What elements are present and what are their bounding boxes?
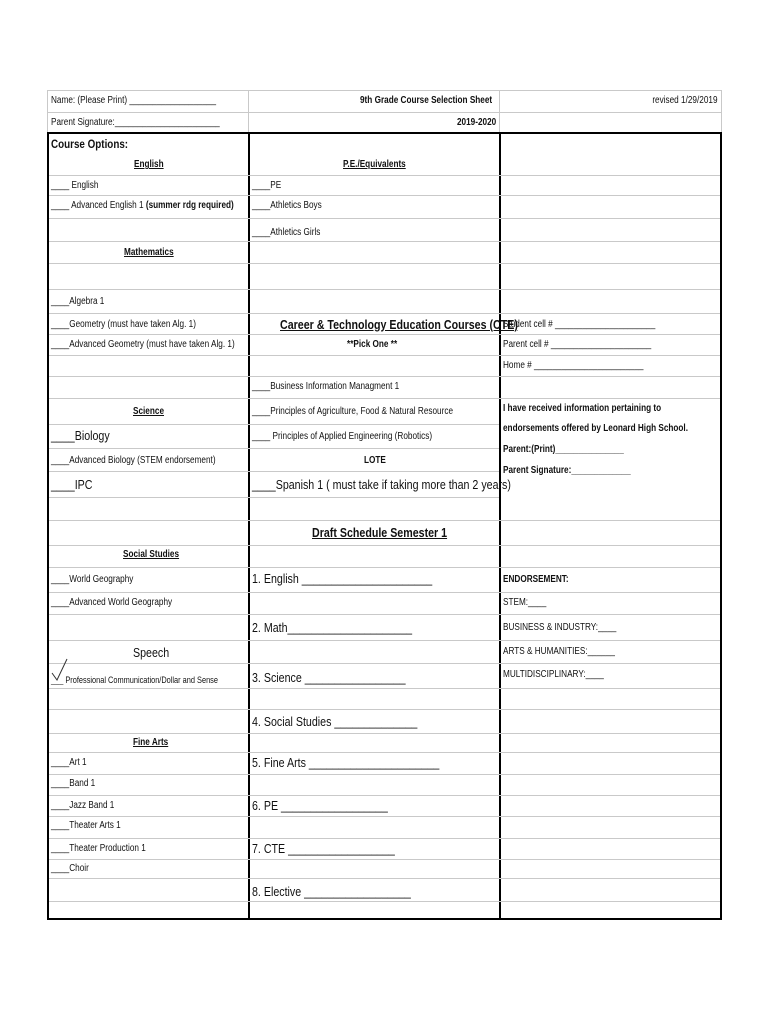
band-option[interactable]: ____Band 1: [51, 778, 96, 789]
endorsement-heading: ENDORSEMENT:: [503, 574, 569, 585]
cte-subheading: **Pick One **: [347, 339, 398, 350]
parent-signature-ack-field[interactable]: Parent Signature:_____________: [503, 465, 631, 476]
professional-communication-option[interactable]: ___ Professional Communication/Dollar and Sense: [51, 675, 218, 685]
draft-social-studies[interactable]: 4. Social Studies ______________: [252, 714, 418, 729]
name-field[interactable]: Name: (Please Print) ___________________: [51, 95, 217, 106]
acknowledgement-line2: endorsements offered by Leonard High School.: [503, 423, 688, 434]
draft-schedule-heading: Draft Schedule Semester 1: [312, 525, 448, 540]
student-cell-field[interactable]: Student cell # ______________________: [503, 319, 656, 330]
fine-arts-heading: Fine Arts: [133, 737, 169, 748]
ipc-option[interactable]: ____IPC: [51, 477, 93, 492]
choir-option[interactable]: ____Choir: [51, 863, 89, 874]
parent-signature-field[interactable]: Parent Signature:_______________________: [51, 117, 220, 128]
athletics-girls-option[interactable]: ____Athletics Girls: [252, 227, 321, 238]
geometry-option[interactable]: ____Geometry (must have taken Alg. 1): [51, 319, 196, 330]
endorsement-arts[interactable]: ARTS & HUMANITIES:______: [503, 646, 615, 657]
mathematics-heading: Mathematics: [124, 247, 174, 258]
course-options-title: Course Options:: [51, 137, 129, 151]
acknowledgement-line1: I have received information pertaining to: [503, 403, 662, 414]
business-info-option[interactable]: ____Business Information Managment 1: [252, 381, 400, 392]
pe-option[interactable]: ____PE: [252, 180, 282, 191]
advanced-english-option[interactable]: ____ Advanced English 1 (summer rdg required): [51, 200, 234, 211]
draft-math[interactable]: 2. Math_____________________: [252, 620, 413, 635]
engineering-option[interactable]: ____ Principles of Applied Engineering (Robotics): [252, 431, 433, 442]
school-year: 2019-2020: [457, 117, 497, 128]
pe-heading: P.E./Equivalents: [343, 159, 406, 170]
endorsement-stem[interactable]: STEM:____: [503, 597, 547, 608]
art-option[interactable]: ____Art 1: [51, 757, 87, 768]
social-studies-heading: Social Studies: [123, 549, 180, 560]
advanced-world-geography-option[interactable]: ____Advanced World Geography: [51, 597, 173, 608]
world-geography-option[interactable]: ____World Geography: [51, 574, 134, 585]
advanced-biology-option[interactable]: ____Advanced Biology (STEM endorsement): [51, 455, 216, 466]
draft-english[interactable]: 1. English ______________________: [252, 571, 433, 586]
cte-heading: Career & Technology Education Courses (CTE): [280, 317, 518, 332]
athletics-boys-option[interactable]: ____Athletics Boys: [252, 200, 322, 211]
draft-cte[interactable]: 7. CTE __________________: [252, 841, 395, 856]
biology-option[interactable]: ____Biology: [51, 428, 110, 443]
revised-date: revised 1/29/2019: [652, 95, 718, 106]
algebra-option[interactable]: ____Algebra 1: [51, 296, 105, 307]
parent-cell-field[interactable]: Parent cell # ______________________: [503, 339, 652, 350]
jazz-band-option[interactable]: ____Jazz Band 1: [51, 800, 115, 811]
endorsement-multidisciplinary[interactable]: MULTIDISCIPLINARY:____: [503, 669, 604, 680]
lote-heading: LOTE: [364, 455, 386, 466]
home-phone-field[interactable]: Home # ________________________: [503, 360, 644, 371]
advanced-geometry-option[interactable]: ____Advanced Geometry (must have taken Alg. 1): [51, 339, 235, 350]
parent-print-field[interactable]: Parent:(Print)_______________: [503, 444, 624, 455]
theater-arts-option[interactable]: ____Theater Arts 1: [51, 820, 121, 831]
draft-pe[interactable]: 6. PE __________________: [252, 798, 388, 813]
sheet-title: 9th Grade Course Selection Sheet: [360, 95, 493, 106]
draft-elective[interactable]: 8. Elective __________________: [252, 884, 411, 899]
speech-heading: Speech: [133, 645, 170, 660]
theater-production-option[interactable]: ____Theater Production 1: [51, 843, 146, 854]
endorsement-business[interactable]: BUSINESS & INDUSTRY:____: [503, 622, 617, 633]
science-heading: Science: [133, 406, 165, 417]
english-heading: English: [134, 159, 164, 170]
draft-fine-arts[interactable]: 5. Fine Arts ______________________: [252, 755, 440, 770]
english-option[interactable]: ____ English: [51, 180, 99, 191]
draft-science[interactable]: 3. Science _________________: [252, 670, 406, 685]
spanish-option[interactable]: ____Spanish 1 ( must take if taking more than 2 years): [252, 477, 511, 492]
agriculture-option[interactable]: ____Principles of Agriculture, Food & Natural Resource: [252, 406, 454, 417]
